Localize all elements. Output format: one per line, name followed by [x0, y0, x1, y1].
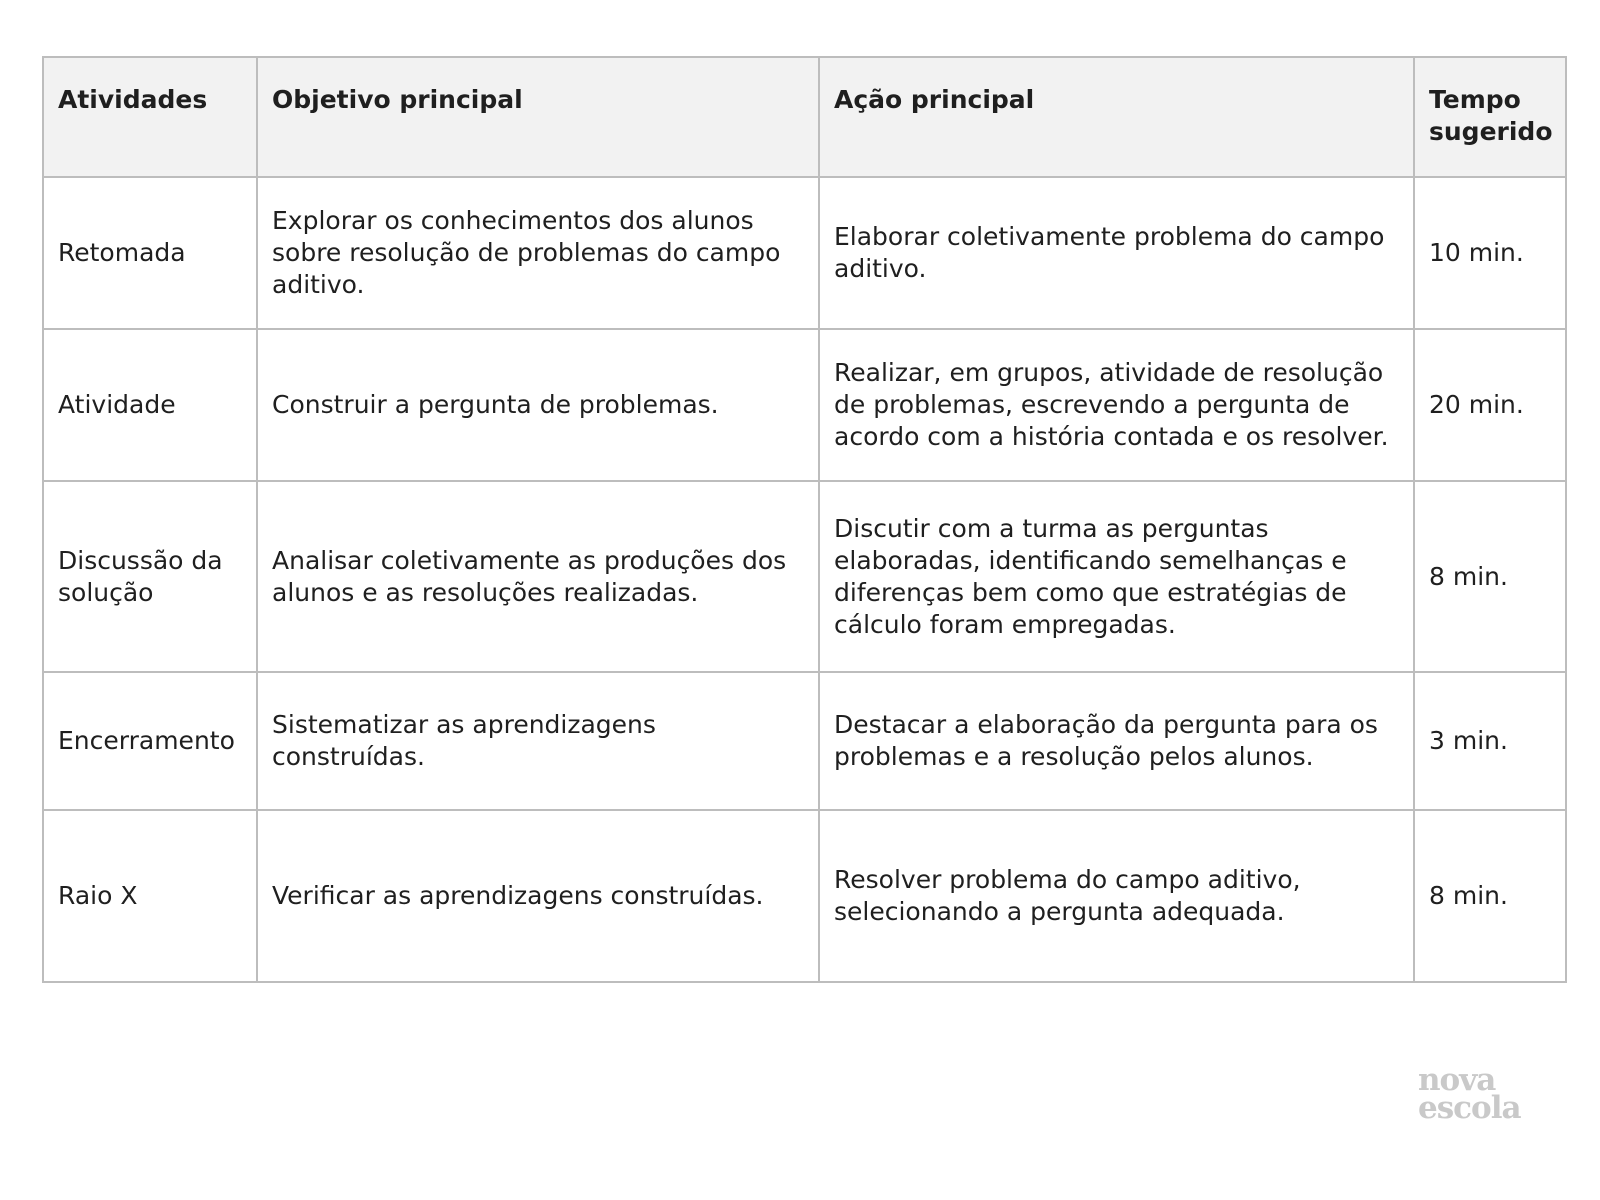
cell-tempo: 3 min. — [1414, 672, 1566, 810]
cell-acao: Realizar, em grupos, atividade de resolução de problemas, escrevendo a pergunta de acordo com a história contada e os resolver. — [819, 329, 1414, 481]
header-atividades: Atividades — [43, 57, 257, 177]
cell-atividade: Discussão da solução — [43, 481, 257, 672]
table-header — [43, 57, 1566, 177]
header-tempo: Tempo sugerido — [1414, 57, 1566, 177]
table-row — [43, 810, 1566, 982]
table-row — [43, 481, 1566, 672]
cell-atividade: Retomada — [43, 177, 257, 329]
cell-tempo: 10 min. — [1414, 177, 1566, 329]
cell-acao: Destacar a elaboração da pergunta para os problemas e a resolução pelos alunos. — [819, 672, 1414, 810]
cell-tempo: 8 min. — [1414, 481, 1566, 672]
table-row — [43, 672, 1566, 810]
table-row — [43, 177, 1566, 329]
cell-tempo: 20 min. — [1414, 329, 1566, 481]
lesson-plan-table — [42, 56, 1567, 983]
header-row — [43, 57, 1566, 177]
table-body — [43, 177, 1566, 982]
cell-objetivo: Construir a pergunta de problemas. — [257, 329, 819, 481]
cell-acao: Discutir com a turma as perguntas elaboradas, identificando semelhanças e diferenças bem como que estratégias de cálculo foram empregadas. — [819, 481, 1414, 672]
cell-tempo: 8 min. — [1414, 810, 1566, 982]
cell-acao: Elaborar coletivamente problema do campo aditivo. — [819, 177, 1414, 329]
cell-objetivo: Explorar os conhecimentos dos alunos sobre resolução de problemas do campo aditivo. — [257, 177, 819, 329]
cell-objetivo: Verificar as aprendizagens construídas. — [257, 810, 819, 982]
cell-atividade: Encerramento — [43, 672, 257, 810]
logo-line-escola: escola — [1418, 1090, 1521, 1126]
header-objetivo: Objetivo principal — [257, 57, 819, 177]
cell-atividade: Raio X — [43, 810, 257, 982]
cell-objetivo: Analisar coletivamente as produções dos alunos e as resoluções realizadas. — [257, 481, 819, 672]
nova-escola-logo — [1418, 1062, 1538, 1126]
table-row — [43, 329, 1566, 481]
header-acao: Ação principal — [819, 57, 1414, 177]
logo-line-nova: nova — [1418, 1062, 1496, 1098]
cell-objetivo: Sistematizar as aprendizagens construídas. — [257, 672, 819, 810]
cell-atividade: Atividade — [43, 329, 257, 481]
cell-acao: Resolver problema do campo aditivo, selecionando a pergunta adequada. — [819, 810, 1414, 982]
